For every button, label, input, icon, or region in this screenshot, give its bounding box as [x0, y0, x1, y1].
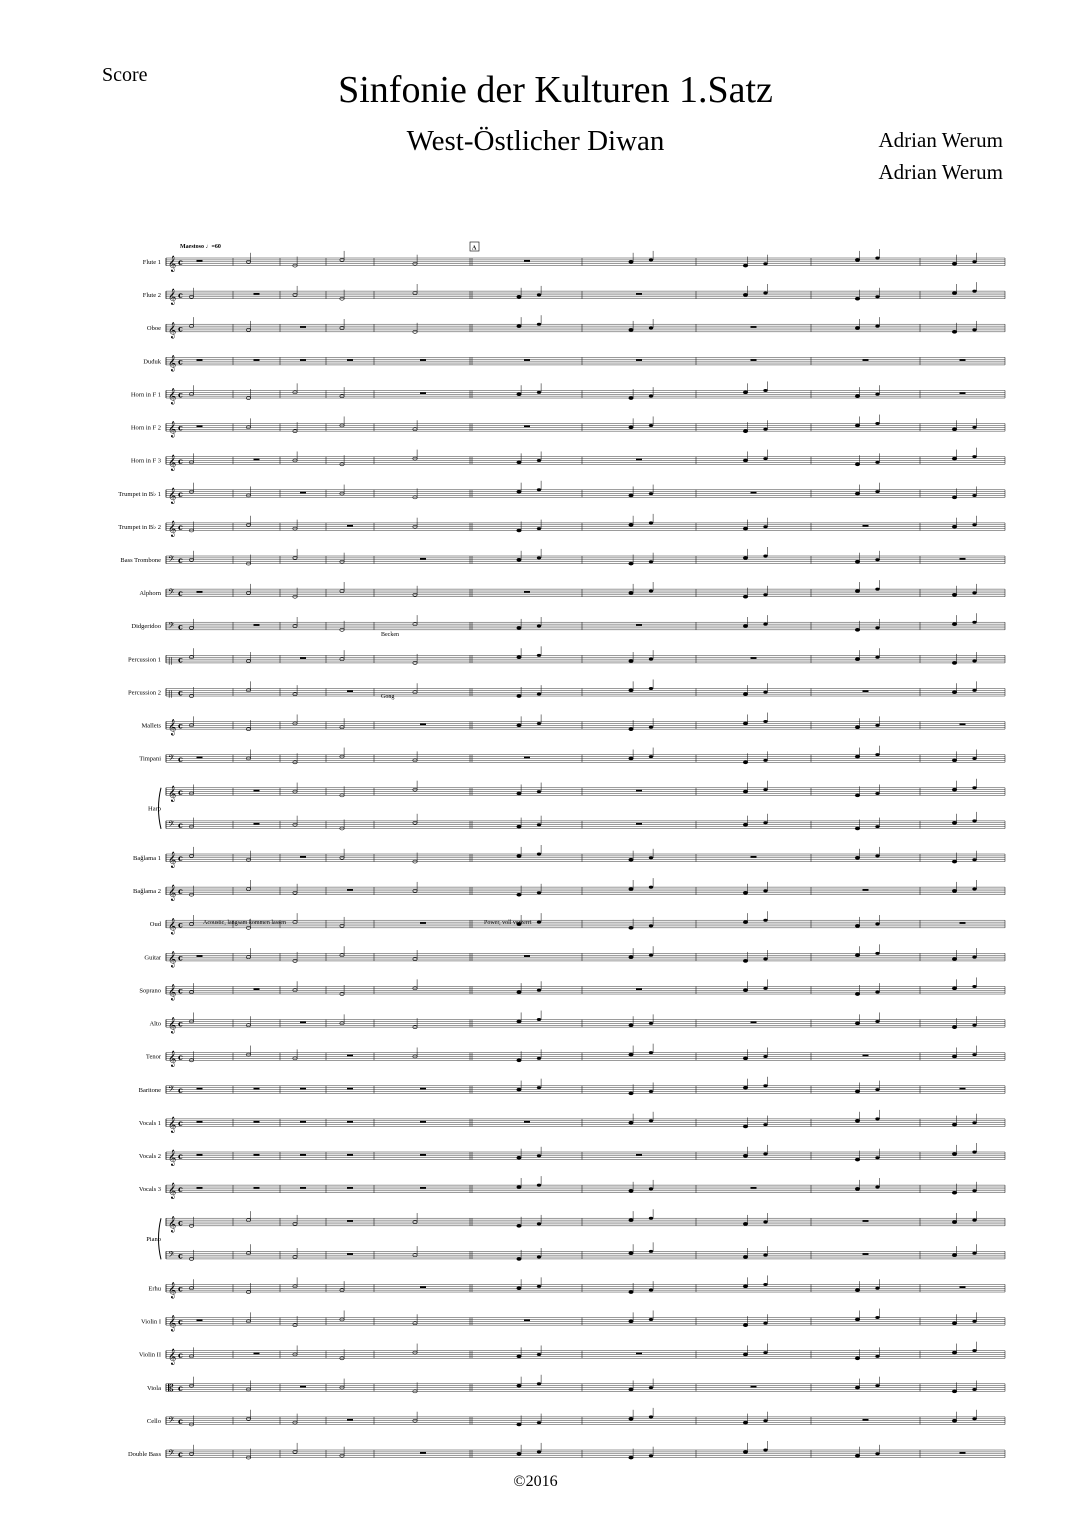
svg-text:𝄞: 𝄞 — [168, 918, 177, 935]
oud-annotation: Acoustic, langsam kommen lassen — [203, 920, 286, 926]
svg-text:𝄢: 𝄢 — [168, 1250, 175, 1262]
svg-text:c: c — [178, 1117, 183, 1128]
svg-text:c: c — [178, 1415, 183, 1426]
staff-viola — [147, 1375, 1005, 1395]
instrument-label: Oud — [149, 921, 161, 929]
svg-text:c: c — [178, 687, 183, 698]
svg-text:c: c — [178, 1051, 183, 1062]
svg-text:𝄞: 𝄞 — [168, 1216, 177, 1233]
svg-text:𝄞: 𝄞 — [168, 388, 177, 405]
svg-text:c: c — [178, 1283, 183, 1294]
staff-vocals-1 — [139, 1110, 1005, 1133]
svg-text:c: c — [178, 1316, 183, 1327]
svg-text:𝄞: 𝄞 — [168, 1116, 177, 1133]
score-label: Score — [102, 64, 148, 86]
svg-text:c: c — [178, 886, 183, 897]
staff-flute-1 — [143, 249, 1005, 272]
svg-text:𝄢: 𝄢 — [168, 555, 175, 567]
instrument-label: Harp — [148, 805, 161, 813]
instrument-label: Soprano — [139, 987, 161, 995]
staff-percussion-2 — [128, 679, 1005, 698]
staff-guitar — [144, 944, 1005, 967]
staff-erhu — [148, 1275, 1005, 1298]
svg-text:𝄢: 𝄢 — [168, 1449, 175, 1461]
instrument-label: Baritone — [138, 1086, 161, 1094]
instrument-label: Horn in F 1 — [130, 391, 161, 399]
instrument-label: Alto — [149, 1020, 161, 1028]
instrument-label: Duduk — [143, 358, 161, 366]
svg-text:c: c — [178, 985, 183, 996]
staff-baritone — [139, 1077, 1005, 1097]
staff-alto — [149, 1011, 1005, 1034]
svg-text:c: c — [178, 819, 183, 830]
svg-text:𝄞: 𝄞 — [168, 520, 177, 537]
svg-text:c: c — [178, 323, 183, 334]
svg-text:𝄞: 𝄞 — [168, 487, 177, 504]
svg-text:𝄞: 𝄞 — [168, 1183, 177, 1200]
instrument-label: Viola — [146, 1384, 161, 1392]
svg-text:c: c — [178, 1018, 183, 1029]
instrument-label: Bağlama 2 — [133, 888, 161, 896]
instrument-label: Timpani — [139, 755, 161, 763]
staff-alphorn — [139, 580, 1005, 600]
svg-text:c: c — [178, 621, 183, 632]
svg-text:c: c — [178, 555, 183, 566]
svg-text:𝄞: 𝄞 — [168, 454, 177, 471]
staff-flute-2 — [143, 282, 1005, 305]
svg-text:c: c — [178, 952, 183, 963]
staff-duduk — [143, 355, 1005, 371]
instrument-label: Trumpet in B♭ 2 — [118, 523, 161, 531]
svg-text:c: c — [178, 588, 183, 599]
instrument-label: Trumpet in B♭ 1 — [118, 490, 161, 498]
instrument-label: Vocals 3 — [138, 1186, 161, 1194]
staff-mallets — [142, 713, 1006, 736]
svg-text:𝄞: 𝄞 — [168, 355, 177, 372]
svg-text:𝄞: 𝄞 — [168, 1282, 177, 1299]
instrument-label: Piano — [146, 1235, 161, 1243]
instrument-label: Violin I — [140, 1318, 161, 1326]
instrument-label: Bass Trombone — [120, 557, 161, 564]
svg-text:c: c — [178, 389, 183, 400]
instrument-label: Vocals 1 — [138, 1119, 161, 1127]
arranger: Adrian Werum — [878, 160, 1003, 184]
rehearsal-mark-a — [470, 242, 479, 252]
svg-text:𝄢: 𝄢 — [168, 754, 175, 766]
becken-annotation: Becken — [381, 632, 399, 638]
instrument-label: Guitar — [144, 954, 161, 962]
instrument-label: Alphorn — [139, 590, 161, 598]
svg-text:c: c — [178, 720, 183, 731]
svg-text:𝄢: 𝄢 — [168, 1085, 175, 1097]
staff-trumpet-in-b-2 — [118, 514, 1005, 537]
instrument-label: Percussion 1 — [127, 656, 161, 664]
svg-text:c: c — [178, 521, 183, 532]
copyright: ©2016 — [513, 1473, 558, 1490]
page-subtitle: West-Östlicher Diwan — [406, 125, 665, 157]
svg-text:𝄢: 𝄢 — [168, 621, 175, 633]
svg-text:𝄞: 𝄞 — [168, 785, 177, 802]
svg-text:c: c — [178, 1250, 183, 1261]
gong-annotation: Gong — [381, 694, 395, 700]
staff-trumpet-in-b-1 — [118, 481, 1005, 504]
page-title: Sinfonie der Kulturen 1.Satz — [338, 69, 773, 111]
svg-text:𝄞: 𝄞 — [168, 951, 177, 968]
staff-double-bass — [128, 1441, 1005, 1461]
staff-oboe — [147, 315, 1005, 338]
svg-text:c: c — [178, 290, 183, 301]
svg-text:c: c — [178, 1449, 183, 1460]
svg-text:c: c — [178, 257, 183, 268]
staff-horn-in-f-1 — [131, 381, 1005, 404]
staff-harp — [148, 779, 1005, 832]
svg-text:𝄞: 𝄞 — [168, 1348, 177, 1365]
instrument-label: Percussion 2 — [127, 689, 161, 697]
staff-horn-in-f-3 — [131, 448, 1005, 471]
svg-text:𝄢: 𝄢 — [168, 588, 175, 600]
staff-tenor — [146, 1044, 1005, 1067]
svg-text:c: c — [178, 1382, 183, 1393]
svg-text:c: c — [178, 654, 183, 665]
instrument-label: Violin II — [138, 1351, 161, 1359]
svg-text:𝄞: 𝄞 — [168, 1050, 177, 1067]
instrument-label: Didgeridoo — [131, 623, 161, 631]
staff-vocals-3 — [139, 1176, 1005, 1199]
svg-text:c: c — [178, 1349, 183, 1360]
svg-text:c: c — [178, 1217, 183, 1228]
svg-text:𝄞: 𝄞 — [168, 719, 177, 736]
svg-text:𝄞: 𝄞 — [168, 421, 177, 438]
svg-text:c: c — [178, 1084, 183, 1095]
svg-text:𝄞: 𝄞 — [168, 1017, 177, 1034]
svg-text:||: || — [168, 656, 173, 665]
svg-text:||: || — [168, 690, 173, 699]
svg-text:c: c — [178, 1184, 183, 1195]
svg-text:𝄞: 𝄞 — [168, 885, 177, 902]
instrument-label: Flute 1 — [142, 259, 161, 266]
instrument-label: Erhu — [148, 1285, 161, 1293]
instrument-label: Oboe — [146, 325, 161, 333]
staff-timpani — [139, 746, 1005, 766]
staff-percussion-1 — [128, 646, 1005, 665]
svg-text:c: c — [178, 753, 183, 764]
instrument-label: Bağlama 1 — [133, 855, 161, 862]
staff-bass-trombone — [120, 547, 1005, 567]
instrument-label: Flute 2 — [142, 292, 161, 300]
instrument-label: Cello — [146, 1417, 161, 1425]
svg-text:𝄢: 𝄢 — [168, 1416, 175, 1428]
staff-violin-ii — [139, 1342, 1005, 1365]
staff-ba-lama-2 — [133, 878, 1005, 901]
staff-vocals-2 — [139, 1143, 1005, 1166]
tempo-marking: Maestoso ♩=60 — [180, 244, 221, 250]
svg-text:c: c — [178, 455, 183, 466]
staff-didgeridoo — [131, 613, 1005, 633]
svg-text:𝄞: 𝄞 — [168, 984, 177, 1001]
instrument-label: Horn in F 3 — [130, 457, 161, 465]
svg-text:c: c — [178, 488, 183, 499]
svg-text:𝄡: 𝄡 — [168, 1383, 174, 1395]
instrument-label: Vocals 2 — [138, 1153, 161, 1160]
instrument-label: Horn in F 2 — [130, 424, 161, 432]
svg-text:𝄞: 𝄞 — [168, 1315, 177, 1332]
svg-text:A: A — [472, 245, 477, 252]
svg-text:c: c — [178, 356, 183, 367]
instrument-label: Mallets — [141, 722, 161, 730]
staff-piano — [146, 1209, 1005, 1262]
staff-violin-i — [141, 1309, 1005, 1332]
svg-text:c: c — [178, 422, 183, 433]
staff-ba-lama-1 — [133, 845, 1005, 868]
svg-text:c: c — [178, 1151, 183, 1162]
instrument-label: Double Bass — [127, 1451, 161, 1458]
svg-text:𝄞: 𝄞 — [168, 256, 177, 273]
svg-text:c: c — [178, 853, 183, 864]
svg-text:c: c — [178, 786, 183, 797]
instrument-label: Tenor — [145, 1053, 161, 1061]
guitar-annotation: Power, voll verzerrt — [484, 920, 532, 926]
composer: Adrian Werum — [878, 128, 1003, 152]
svg-text:𝄢: 𝄢 — [168, 820, 175, 832]
svg-text:𝄞: 𝄞 — [168, 322, 177, 339]
staff-horn-in-f-2 — [131, 415, 1005, 438]
staff-cello — [147, 1408, 1005, 1428]
svg-text:𝄞: 𝄞 — [168, 289, 177, 306]
svg-text:𝄞: 𝄞 — [168, 1150, 177, 1167]
svg-text:𝄞: 𝄞 — [168, 852, 177, 869]
svg-text:c: c — [178, 919, 183, 930]
staff-soprano — [139, 977, 1005, 1000]
